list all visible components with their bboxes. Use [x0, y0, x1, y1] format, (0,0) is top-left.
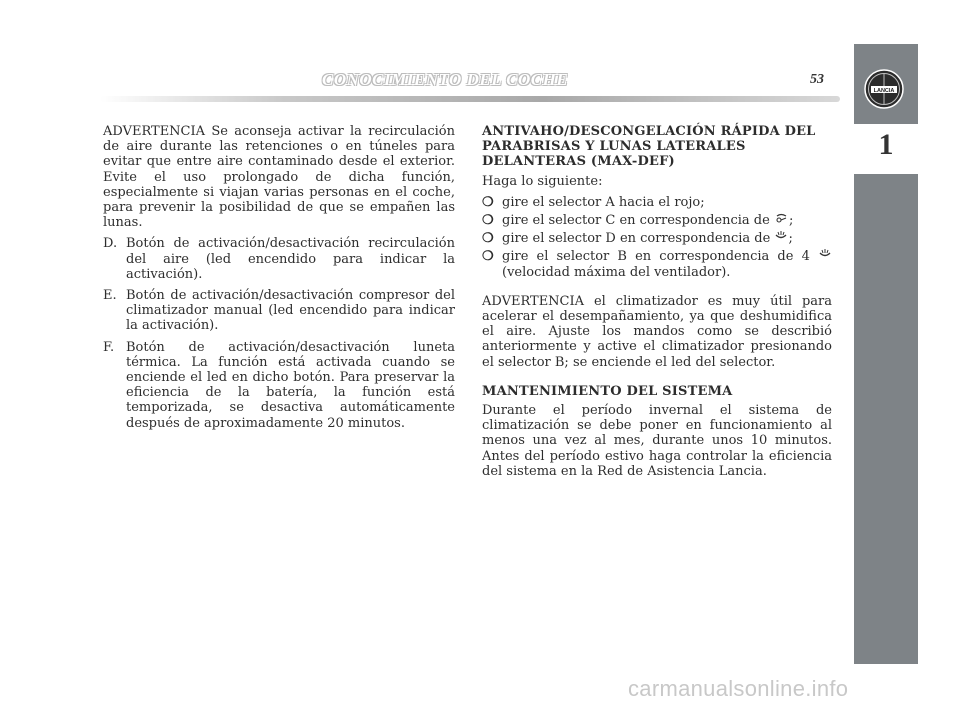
- svg-text:LANCIA: LANCIA: [873, 87, 895, 94]
- bullet-text-part: gire el selector B en correspondencia de 4: [502, 249, 810, 265]
- item-text: Botón de activación/desactivación compresor del climatizador manual (led encendido para indicar la activación).: [126, 288, 455, 334]
- item-letter: F.: [103, 339, 115, 355]
- bullet-text-part: ;: [788, 213, 794, 229]
- lancia-logo-icon: [864, 69, 904, 109]
- bullet-text-part: (velocidad máxima del ventilador).: [502, 264, 731, 280]
- section-heading-maintenance: MANTENIMIENTO DEL SISTEMA: [482, 383, 733, 399]
- page-header-title: CONOCIMIENTO DEL COCHE: [322, 70, 569, 89]
- intro-text: Haga lo siguiente:: [482, 173, 603, 189]
- list-item: [482, 231, 832, 246]
- list-item: [482, 213, 832, 228]
- bullet-icon: ❍: [482, 213, 494, 229]
- section-heading-max-def: ANTIVAHO/DESCONGELACIÓN RÁPIDA DEL PARABRISAS Y LUNAS LATERALES DELANTERAS (MAX-DEF): [482, 124, 816, 170]
- list-item: [482, 195, 832, 210]
- bullet-text-part: gire el selector C en correspondencia de: [502, 213, 770, 229]
- bullet-text: [502, 213, 832, 228]
- bullet-text: [502, 249, 832, 279]
- header-divider: [100, 96, 840, 102]
- bullet-text: [502, 231, 832, 246]
- defog-warning: ADVERTENCIA el climatizador es muy útil para acelerar el desempañamiento, ya que deshumidifica el aire. Ajuste los mandos como se describió anteriormente y active el climatizador presionando el selector B; se enciende el led del selector.: [482, 293, 832, 370]
- bullet-text-part: ;: [788, 231, 793, 247]
- maintenance-text: Durante el período invernal el sistema de climatización se debe poner en funcionamiento al menos una vez al mes, durante unos 10 minutos. Antes del período estivo haga controlar la eficiencia del sistema en la Red de Asistencia Lancia.: [482, 403, 832, 479]
- list-item: [103, 340, 455, 431]
- item-text: Botón de activación/desactivación luneta térmica. La función está activada cuando se enciende el led en dicho botón. Para preservar la eficiencia de la batería, la función está temporizada, se desactiva automáticamente después de aproximadamente 20 minutos.: [126, 339, 455, 431]
- chapter-number: 1: [878, 128, 894, 161]
- item-letter: E.: [103, 288, 117, 304]
- bullet-icon: ❍: [482, 194, 494, 210]
- recirculation-warning: ADVERTENCIA Se aconseja activar la recirculación de aire durante las retenciones o en túneles para evitar que entre aire contaminado desde el exterior. Evite el uso prolongado de dicha función, especialmente si viajan varias personas en el coche, para prevenir la posibilidad de que se empañen las lunas.: [103, 124, 455, 231]
- defrost-icon: [775, 231, 787, 246]
- item-text: Botón de activación/desactivación recirculación del aire (led encendido para indicar la activación).: [126, 236, 455, 282]
- windshield-airflow-icon: [775, 213, 788, 228]
- right-column: [482, 124, 832, 485]
- item-letter: D.: [103, 236, 118, 252]
- left-column: [103, 124, 455, 437]
- watermark: carmanualsonline.info: [628, 676, 849, 701]
- list-item: [103, 236, 455, 282]
- list-item: [103, 288, 455, 334]
- bullet-text-part: gire el selector D en correspondencia de: [502, 231, 771, 247]
- fan-icon: [819, 249, 831, 264]
- bullet-icon: ❍: [482, 231, 494, 247]
- bullet-icon: ❍: [482, 249, 494, 265]
- bullet-text: gire el selector A hacia el rojo;: [502, 194, 705, 210]
- list-item: [482, 249, 832, 279]
- page-number: 53: [810, 72, 824, 87]
